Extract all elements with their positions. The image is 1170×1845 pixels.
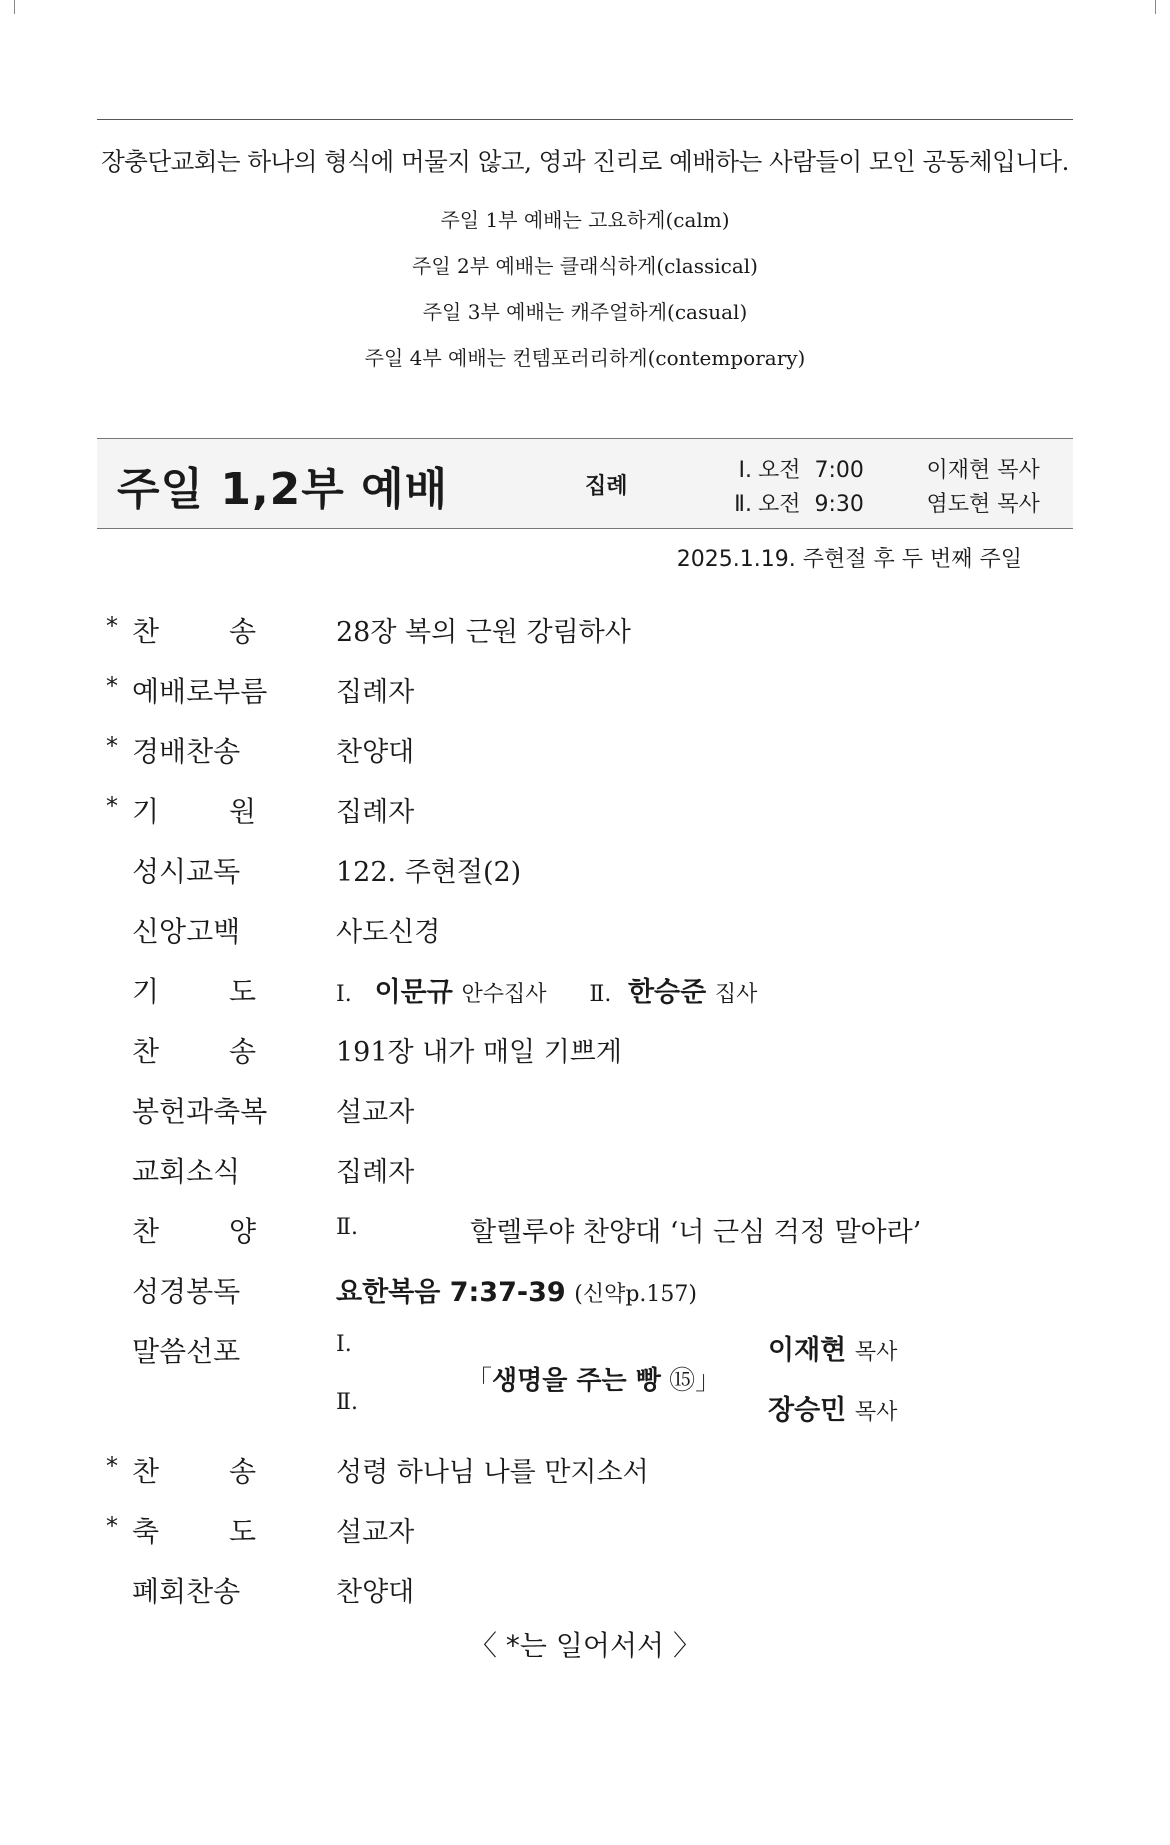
order-value: 122. 주현절(2) bbox=[336, 857, 522, 888]
anthem-choir: 할렐루야 찬양대 ‘너 근심 걱정 말아라’ bbox=[470, 1217, 922, 1248]
order-label bbox=[132, 1510, 256, 1550]
order-value: 찬양대 bbox=[336, 737, 415, 768]
service-2-info bbox=[722, 487, 1062, 518]
service-roman: Ⅰ. bbox=[336, 982, 352, 1007]
order-row-hymn-opening bbox=[100, 600, 1050, 660]
order-value: 설교자 bbox=[336, 1097, 415, 1128]
service-roman: Ⅱ. bbox=[336, 1215, 358, 1240]
standing-mark: * bbox=[106, 1452, 118, 1480]
order-label: 예배로부름 bbox=[132, 675, 268, 708]
order-value bbox=[336, 1210, 922, 1248]
order-row-prayer bbox=[100, 960, 1050, 1020]
service-roman: Ⅰ. bbox=[336, 1332, 352, 1357]
order-label: 교회소식 bbox=[132, 1155, 241, 1188]
standing-mark: * bbox=[106, 1512, 118, 1540]
order-label: 폐회찬송 bbox=[132, 1575, 241, 1608]
order-value bbox=[336, 1270, 697, 1309]
prayer-leader-2-title: 집사 bbox=[714, 982, 758, 1007]
order-row-creed bbox=[100, 900, 1050, 960]
service-2-pastor: 염도현 목사 bbox=[926, 492, 1040, 517]
bracket-open: 「 bbox=[466, 1366, 493, 1396]
scripture-reference: 요한복음 7:37-39 bbox=[336, 1277, 566, 1308]
service-2-roman: Ⅱ. bbox=[734, 492, 752, 517]
order-row-hymn bbox=[100, 1020, 1050, 1080]
worship-style-3: 주일 3부 예배는 캐주얼하게(casual) bbox=[422, 300, 748, 324]
sermon-title-text: 생명을 주는 빵 bbox=[492, 1366, 661, 1396]
prayer-leader-2: 한승준 bbox=[627, 977, 707, 1008]
order-row-closing-hymn bbox=[100, 1560, 1050, 1620]
order-label bbox=[132, 1210, 256, 1250]
order-row-invocation bbox=[100, 780, 1050, 840]
preacher-1-name: 이재현 bbox=[768, 1335, 847, 1366]
order-row-psalter bbox=[100, 840, 1050, 900]
worship-styles-list bbox=[0, 205, 1170, 389]
order-label-char: 축 bbox=[132, 1515, 160, 1548]
sermon-title bbox=[466, 1360, 721, 1397]
bracket-close: 」 bbox=[695, 1366, 722, 1396]
crop-mark-left bbox=[14, 0, 15, 14]
worship-style-1: 주일 1부 예배는 고요하게(calm) bbox=[440, 208, 730, 232]
preacher-1 bbox=[768, 1328, 897, 1367]
scripture-page: (신약p.157) bbox=[574, 1282, 698, 1307]
order-value: 설교자 bbox=[336, 1517, 415, 1548]
order-label: 신앙고백 bbox=[132, 915, 241, 948]
order-label: 봉헌과축복 bbox=[132, 1095, 268, 1128]
order-label bbox=[132, 970, 256, 1010]
service-1-roman: Ⅰ. bbox=[738, 458, 752, 483]
order-label bbox=[132, 1030, 256, 1070]
service-2-ampm: 오전 bbox=[758, 492, 801, 517]
service-2-time: 9:30 bbox=[814, 492, 864, 517]
standing-mark: * bbox=[106, 612, 118, 640]
order-label bbox=[132, 610, 256, 650]
standing-mark: * bbox=[106, 672, 118, 700]
prayer-leader-1-title: 안수집사 bbox=[461, 982, 547, 1007]
order-label: 성시교독 bbox=[132, 855, 241, 888]
worship-style-2: 주일 2부 예배는 클래식하게(classical) bbox=[412, 254, 758, 278]
order-row-benediction bbox=[100, 1500, 1050, 1560]
order-row-sermon bbox=[100, 1320, 1050, 1440]
standing-mark: * bbox=[106, 792, 118, 820]
order-label-char: 도 bbox=[228, 975, 256, 1008]
service-1-time: 7:00 bbox=[814, 458, 864, 483]
order-label bbox=[132, 790, 256, 830]
order-value: 191장 내가 매일 기쁘게 bbox=[336, 1037, 622, 1068]
service-header bbox=[97, 438, 1073, 529]
service-roman: Ⅱ. bbox=[589, 982, 612, 1007]
order-label-char: 찬 bbox=[132, 615, 160, 648]
order-row-anthem bbox=[100, 1200, 1050, 1260]
order-value bbox=[336, 970, 757, 1009]
service-1-ampm: 오전 bbox=[758, 458, 801, 483]
order-label-char: 송 bbox=[228, 1455, 256, 1488]
order-row-church-news bbox=[100, 1140, 1050, 1200]
order-value: 찬양대 bbox=[336, 1577, 415, 1608]
order-label: 성경봉독 bbox=[132, 1275, 241, 1308]
order-label bbox=[132, 1450, 256, 1490]
order-row-hymn-closing bbox=[100, 1440, 1050, 1500]
order-label-char: 송 bbox=[228, 1035, 256, 1068]
order-label-char: 양 bbox=[228, 1215, 256, 1248]
order-row-offering bbox=[100, 1080, 1050, 1140]
order-value: 집례자 bbox=[336, 677, 415, 708]
order-value: 성령 하나님 나를 만지소서 bbox=[336, 1457, 649, 1488]
crop-mark-right bbox=[1155, 0, 1156, 14]
preacher-2-name: 장승민 bbox=[768, 1395, 847, 1426]
service-1-info bbox=[722, 453, 1062, 484]
worship-style-4: 주일 4부 예배는 컨템포러리하게(contemporary) bbox=[364, 346, 806, 370]
preacher-1-title: 목사 bbox=[854, 1340, 898, 1365]
preacher-2-title: 목사 bbox=[854, 1400, 898, 1425]
order-label-char: 찬 bbox=[132, 1035, 160, 1068]
order-label-char: 원 bbox=[228, 795, 256, 828]
order-value: 사도신경 bbox=[336, 917, 441, 948]
service-roman: Ⅱ. bbox=[336, 1390, 358, 1415]
order-row-call-to-worship bbox=[100, 660, 1050, 720]
order-label-char: 기 bbox=[132, 975, 160, 1008]
top-rule bbox=[97, 119, 1073, 120]
service-1-pastor: 이재현 목사 bbox=[926, 458, 1040, 483]
service-title: 주일 1,2부 예배 bbox=[117, 464, 449, 515]
order-label-char: 도 bbox=[228, 1515, 256, 1548]
preacher-2 bbox=[768, 1388, 897, 1427]
order-row-scripture bbox=[100, 1260, 1050, 1320]
order-label: 경배찬송 bbox=[132, 735, 241, 768]
order-value: 28장 복의 근원 강림하사 bbox=[336, 617, 631, 648]
order-label-char: 기 bbox=[132, 795, 160, 828]
sermon-series-number: ⑮ bbox=[669, 1366, 696, 1396]
order-value: 집례자 bbox=[336, 1157, 415, 1188]
order-label-char: 송 bbox=[228, 615, 256, 648]
order-value: 집례자 bbox=[336, 797, 415, 828]
order-label: 말씀선포 bbox=[132, 1335, 241, 1368]
prayer-leader-1: 이문규 bbox=[374, 977, 453, 1008]
order-label-char: 찬 bbox=[132, 1215, 160, 1248]
order-label-char: 찬 bbox=[132, 1455, 160, 1488]
standing-mark: * bbox=[106, 732, 118, 760]
standing-footnote: 〈 *는 일어서서 〉 bbox=[469, 1629, 701, 1662]
order-row-doxology bbox=[100, 720, 1050, 780]
church-mission-statement: 장충단교회는 하나의 형식에 머물지 않고, 영과 진리로 예배하는 사람들이 모인 공동체입니다. bbox=[101, 147, 1069, 176]
order-of-worship bbox=[100, 600, 1050, 1620]
presider-label: 집례 bbox=[585, 474, 628, 499]
service-date: 2025.1.19. 주현절 후 두 번째 주일 bbox=[676, 547, 1022, 572]
